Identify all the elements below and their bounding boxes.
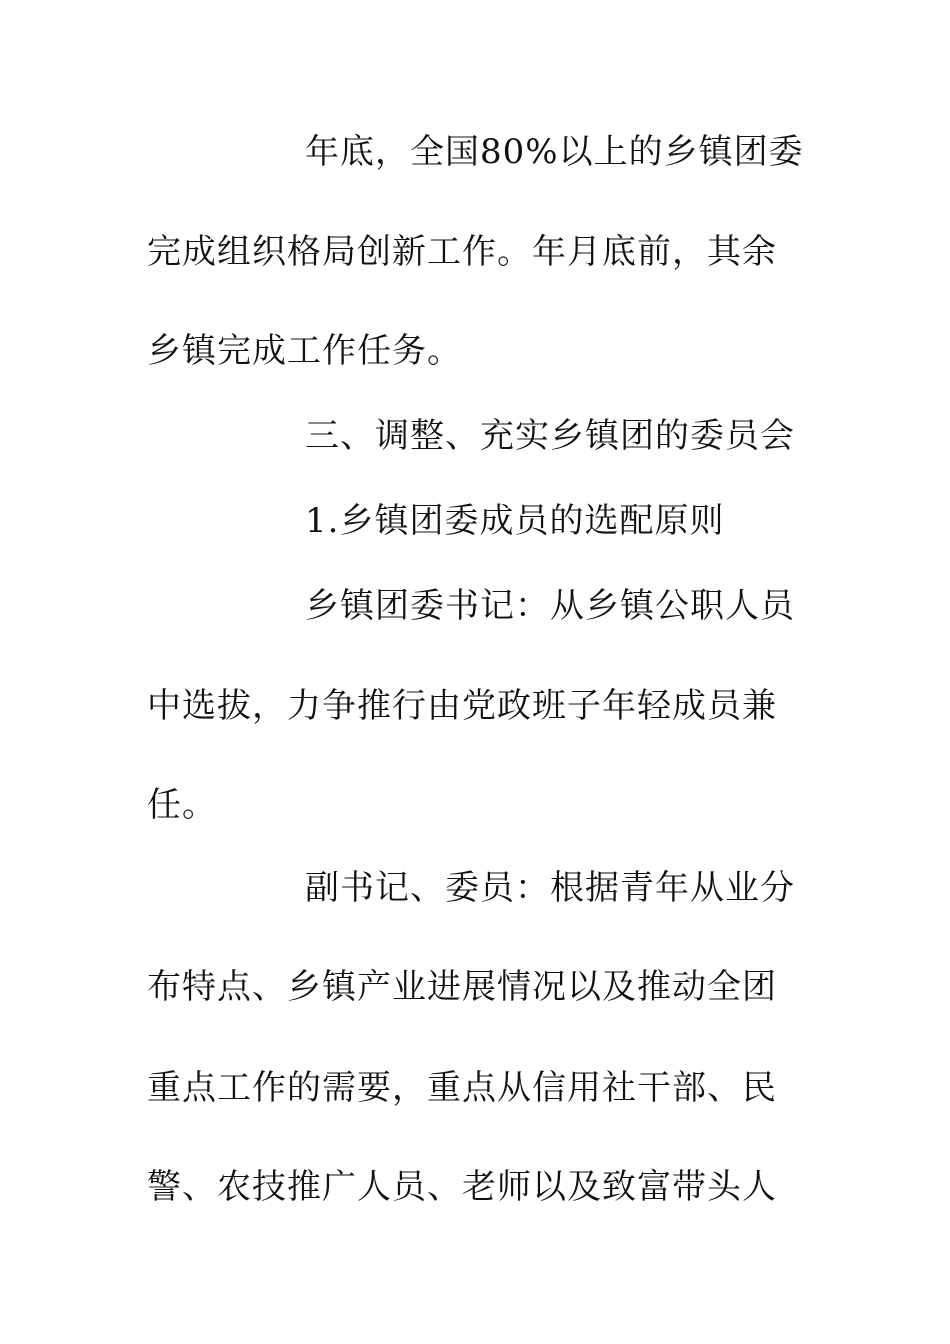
subsection-heading: 1.乡镇团委成员的选配原则: [305, 501, 725, 541]
paragraph-line-7: 中选拔，力争推行由党政班子年轻成员兼: [147, 686, 777, 726]
paragraph-line-10: 布特点、乡镇产业进展情况以及推动全团: [147, 967, 777, 1007]
paragraph-line-3: 乡镇完成工作任务。: [147, 331, 462, 371]
paragraph-line-9: 副书记、委员：根据青年从业分: [305, 868, 795, 908]
section-heading: 三、调整、充实乡镇团的委员会: [305, 416, 795, 456]
paragraph-line-1: 年底，全国80%以上的乡镇团委: [305, 132, 804, 172]
paragraph-line-12: 警、农技推广人员、老师以及致富带头人: [147, 1167, 777, 1207]
paragraph-line-6: 乡镇团委书记：从乡镇公职人员: [305, 586, 795, 626]
paragraph-line-2: 完成组织格局创新工作。年月底前，其余: [147, 232, 777, 272]
paragraph-line-8: 任。: [147, 785, 217, 825]
paragraph-line-11: 重点工作的需要，重点从信用社干部、民: [147, 1068, 777, 1108]
